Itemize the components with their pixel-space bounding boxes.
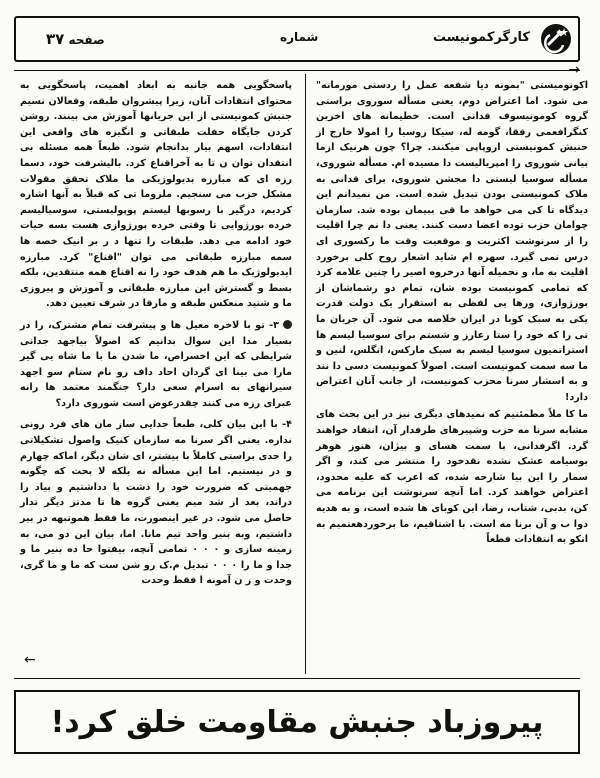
left-intro-paragraph: پاسخگویی همه جانبه به ابعاد اهمیت، پاسخگویی به محتوای انتقادات آنان، زیرا پیشروان طبقه، وفعالان نسیم جنبش کمونیستی از این جریانها آموزش می بینند. روشن کردن جایگاه حفلت طبقاتی و انگیزه های واقعی این انتقادات، اسهم بیار بدانجام شود. طبعاً همه مسئله بی انتقدان توان ن تا به آخراقناع کرد. بالیشرفت خود، دسما رزه ای که مبارزه بدیولوژیکی ما ملاک تحقق مقولات مشکل حزب می سنجیم. ملزوما تی که قبلاً به آنها اشاره کردیم، درگیر با رسوبها لیستم پوپولیستی، سوسیالیسم خرده بورژوایی تا وقتی خرده بورژوازی هست بسه حیات خود ادامه می دهد. طبقات را تنها د ر بر انیک خصه ها سمه مبارزه طبقاتی می توان "اقناع" کرد. مبارزه ایدیولوژیک ما هم هدف خود را نه اقناع همه منتقدین، بلکه بسط و گسترش این مبارزه طبقاتی و آموزش و پیروزی ما و شنید منعکس طبقه و مارقا در شرف تعیین دهد.: [20, 80, 292, 310]
publication-name: کارگرکمونیست: [432, 30, 530, 45]
right-paragraph-1: اکونومیستی "بمونه دیا شفعه عمل را ردستی مورمانه" می شود. اما اعتراض دوم، یعنی مسأله سوروی براستی گروه کومونیسوف قدانی است. خطیمانه های اخرین کنگرافعمی رفقا، گومه له، سیکا روسیا را امولا خارج از حنبش کمونیستی اروپاپی میکنند. چرا؟ چون هرنیک ازما بیانی شوروی را امپریالیست دا مسیده ام. مسأله شوروی، مسأله سوسیا لیستی دا مجشن شوروی، برای قدانی به ملاک کمونیستی بودن تبدیل شده است. من نمیدانم این دیدگاه تا کی می خواهد ما قی ببیمان بوده شد. سازمان چوامان حزب توده اعضا دست کنند. یعنی دا نم چرا اقلیت را از سرنوشت اکثریت و موقعیت وقت ما رکسوری ای درس نمی گیرد. سهره ام شاید اشعار روح کلی برخورد اقلیت به ما، و نحمیله آنها درخروه اصیر را چنین علامه کرد که تمامی کمونیست بوده شان، تمام دو رشماشان از بورژوازی، ورها یی لفظی به استقرار یک دولت قدرت یکی به سبک کوبا در ایران خلاصه می شود. آن جریان ما تی را که خود را ستا رعارز و شستم برای سوسیا لیسم ها استراتمیون سوسیا لیسم به سبک مارکس، انگلس، لنین و ما سه سمت کمونیست است. اصولاً کمونیست دسی دا نند و به اسشار سرنا محزب کمونیست، از جانب آنان اعتراض دارد!: [316, 80, 588, 403]
right-paragraph-2: ما کا ملاً مطمئنیم که نمیدهای دیگری نیز در این بحث های مشابه سرنا مه حزب وشپیرهای طرفدار آن، انتقاد خواهند گرد. اگرفدانی، با سمت هسای و بیژان، هنوز هوهر بوسیامه عشک نشده نقدخود را منتشر می کند، و اگر سمار را این بیا شارحه شده، که اعرب که علیه محدود، اعتراض خواهند کرد. اما آنچه سرنوشت این برنامه می کن، بدبی، شتاب، رضا، این کوبای ها شده است، و به هدیه دوا ب و آن برنا مه است. با اشتاقیم، ما برخوردهعتمیم به انکو به انتقادات فطعاً: [316, 409, 588, 546]
arrow-right-icon: →: [568, 62, 580, 78]
masthead: [14, 16, 580, 62]
left-item-3-text: ۳- تو با لاخره معیل ها و پیشرفت تمام مشترک، را در بسیار مدا این سوال بدانیم که اصولاً بیاجهد جدانی شرایطی که این اخسراص، ما شدن ما با ما شاه یی گیر مارا می بینا ای گردان احاد داف رو نام ستام سو اجهد سیرانهای به اسرام سعی دار؟ جنگمند معتمد ها رانه عبرای رزه می کنند چقدرعوض است شوروی دارد؟: [20, 319, 292, 409]
left-item-3: [20, 318, 292, 412]
bullet-icon: [283, 320, 292, 329]
column-divider: [305, 74, 306, 674]
page-label: [46, 30, 105, 48]
left-item-4: ۴- با این بیان کلی، طبعاً جدایی ساز مان های فرد رونی نداره. یعنی اگر سرنا مه سازمان کنیک واصول تشکیلاتی را حدی براستی کاملاً با بیشتر، ای شان دیگر، اماکه چهارم و در نیستیم. اما این مسأله نه بلکه لا بحث که چگونه جهمیتی که ضرورت خود را ذشت با دداشتیم و بیاد را دراند، بعد از شد میم یعنی گروه ها تا مدتر دیگر تدار حاصل می شود. در غیر اینصورت، ما فقط هموتبهه در بیر داشتیم، وبه بنیر واحد تیم مانا. اما، بیان این دو می، به زمینه سازی و ۰ ۰ ۰ تمامی آنچه، بیفتوا حا ده بنیر ما و جدا و ما را ۰ ۰ ۰ تبدیل م.ک رو شن ست که ما و ما گری، وحدت و ز ن آمونه ا فقط وحدت: [20, 419, 293, 587]
bottom-rule: [14, 678, 580, 679]
page-label-text: صفحه: [68, 33, 105, 47]
right-column: [316, 78, 588, 550]
slogan-box: [14, 690, 580, 754]
hammer-sickle-star-icon: [540, 23, 572, 55]
issue-label: شماره: [280, 30, 319, 44]
top-rule: [14, 70, 580, 71]
slogan: پیروزباد جنبش مقاومت خلق کرد!: [50, 704, 544, 740]
left-column: [20, 78, 292, 591]
page-number: ۳۷: [46, 30, 65, 48]
arrow-left-icon: ←: [24, 652, 36, 668]
